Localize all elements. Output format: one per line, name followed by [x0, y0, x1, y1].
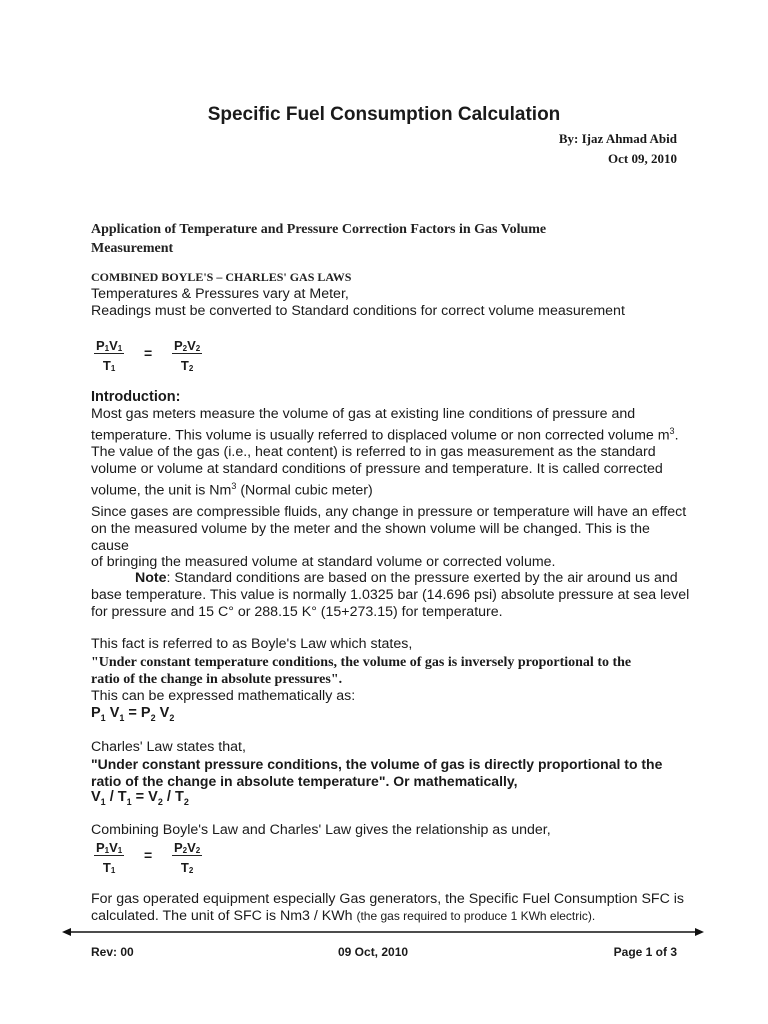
fraction-lhs: $\frac{P_1V_1}{T_1}$	[96, 338, 123, 373]
boyle-intro: This fact is referred to as Boyle's Law which states,	[91, 636, 413, 652]
charles-quote-line: ratio of the change in absolute temperature". Or mathematically,	[91, 772, 518, 789]
para1-line: temperature. This volume is usually referred to displaced volume or non corrected volume $m^3$.	[91, 425, 679, 444]
combining-text: Combining Boyle's Law and Charles' Law gives the relationship as under,	[91, 822, 551, 838]
document-title: Specific Fuel Consumption Calculation	[207, 104, 561, 125]
charles-quote	[91, 756, 731, 790]
author: By: Ijaz Ahmad Abid	[558, 131, 677, 146]
para2-line: of bringing the measured volume at standard volume or corrected volume.	[91, 554, 556, 571]
paragraph-1	[91, 406, 691, 499]
para2-line: on the measured volume by the meter and the shown volume will be changed. This is the cause	[91, 520, 650, 554]
combined-gas-law-equation	[94, 338, 124, 375]
note-line: for pressure and 15 C° or 288.15 K° (15+273.15) for temperature.	[91, 603, 503, 620]
footer-date: 09 Oct, 2010	[338, 945, 409, 959]
note-line: base temperature. This value is normally 1.0325 bar (14.696 psi) absolute pressure at sea level	[91, 586, 690, 603]
combined-gas-law-rhs	[172, 338, 202, 375]
section-heading	[91, 220, 691, 258]
combined-equation-2-lhs: $\frac{P_1V_1}{T_1}$	[96, 840, 123, 875]
boyle-quote-line: ratio of the change in absolute pressures".	[91, 672, 343, 687]
subheading: COMBINED BOYLE'S – CHARLES' GAS LAWS	[91, 270, 352, 284]
boyle-quote-line: "Under constant temperature conditions, the volume of gas is inversely proportional to the	[91, 655, 632, 670]
para1-line: volume, the unit is Nm$^3$ (Normal cubic meter)	[91, 480, 373, 499]
note-line: : Standard conditions are based on the pressure exerted by the air around us and	[166, 570, 678, 586]
combined-equation-2-rhs: $\frac{P_2V_2}{T_2}$	[174, 840, 201, 875]
para2-line: Since gases are compressible fluids, any change in pressure or temperature will have an effect	[91, 504, 687, 520]
note-label: Note	[135, 570, 167, 586]
sfc-line: For gas operated equipment especially Gas generators, the Specific Fuel Consumption SFC is	[91, 891, 685, 907]
sfc-paragraph	[91, 891, 731, 925]
sfc-line: calculated. The unit of SFC is Nm3 / KWh (the gas required to produce 1 KWh electric).	[91, 907, 596, 924]
charles-intro: Charles' Law states that,	[91, 739, 246, 755]
para1-line: volume or volume at standard conditions of pressure and temperature. It is called corrected	[91, 461, 663, 478]
footer-revision: Rev: 00	[91, 945, 134, 959]
equals-sign-2: =	[144, 847, 153, 863]
note-paragraph	[91, 570, 691, 620]
charles-formula: $V_1 / T_1 = V_2 / T_2$	[91, 789, 189, 807]
para1-line: Most gas meters measure the volume of gas at existing line conditions of pressure and	[91, 406, 636, 422]
intro-line: Temperatures & Pressures vary at Meter,	[91, 286, 349, 302]
intro-block	[91, 286, 691, 320]
boyle-formula: $P_1$ $V_1 = P_2$ $V_2$	[91, 705, 175, 723]
charles-quote-line: "Under constant pressure conditions, the volume of gas is directly proportional to the	[91, 756, 663, 772]
equals-sign: =	[144, 345, 153, 361]
section-heading-line1: Application of Temperature and Pressure Correction Factors in Gas Volume	[91, 222, 547, 237]
introduction-heading: Introduction:	[91, 389, 181, 405]
para1-line: The value of the gas (i.e., heat content) is referred to in gas measurement as the standard	[91, 444, 656, 461]
intro-line: Readings must be converted to Standard conditions for correct volume measurement	[91, 302, 625, 319]
footer-rule	[62, 926, 704, 938]
document-date: Oct 09, 2010	[608, 151, 677, 166]
fraction-rhs: $\frac{P_2V_2}{T_2}$	[174, 338, 201, 373]
paragraph-2	[91, 504, 691, 571]
section-heading-line2: Measurement	[91, 241, 174, 256]
boyle-math-intro: This can be expressed mathematically as:	[91, 688, 356, 704]
footer-page-number: Page 1 of 3	[613, 945, 677, 959]
boyle-quote	[91, 654, 731, 688]
